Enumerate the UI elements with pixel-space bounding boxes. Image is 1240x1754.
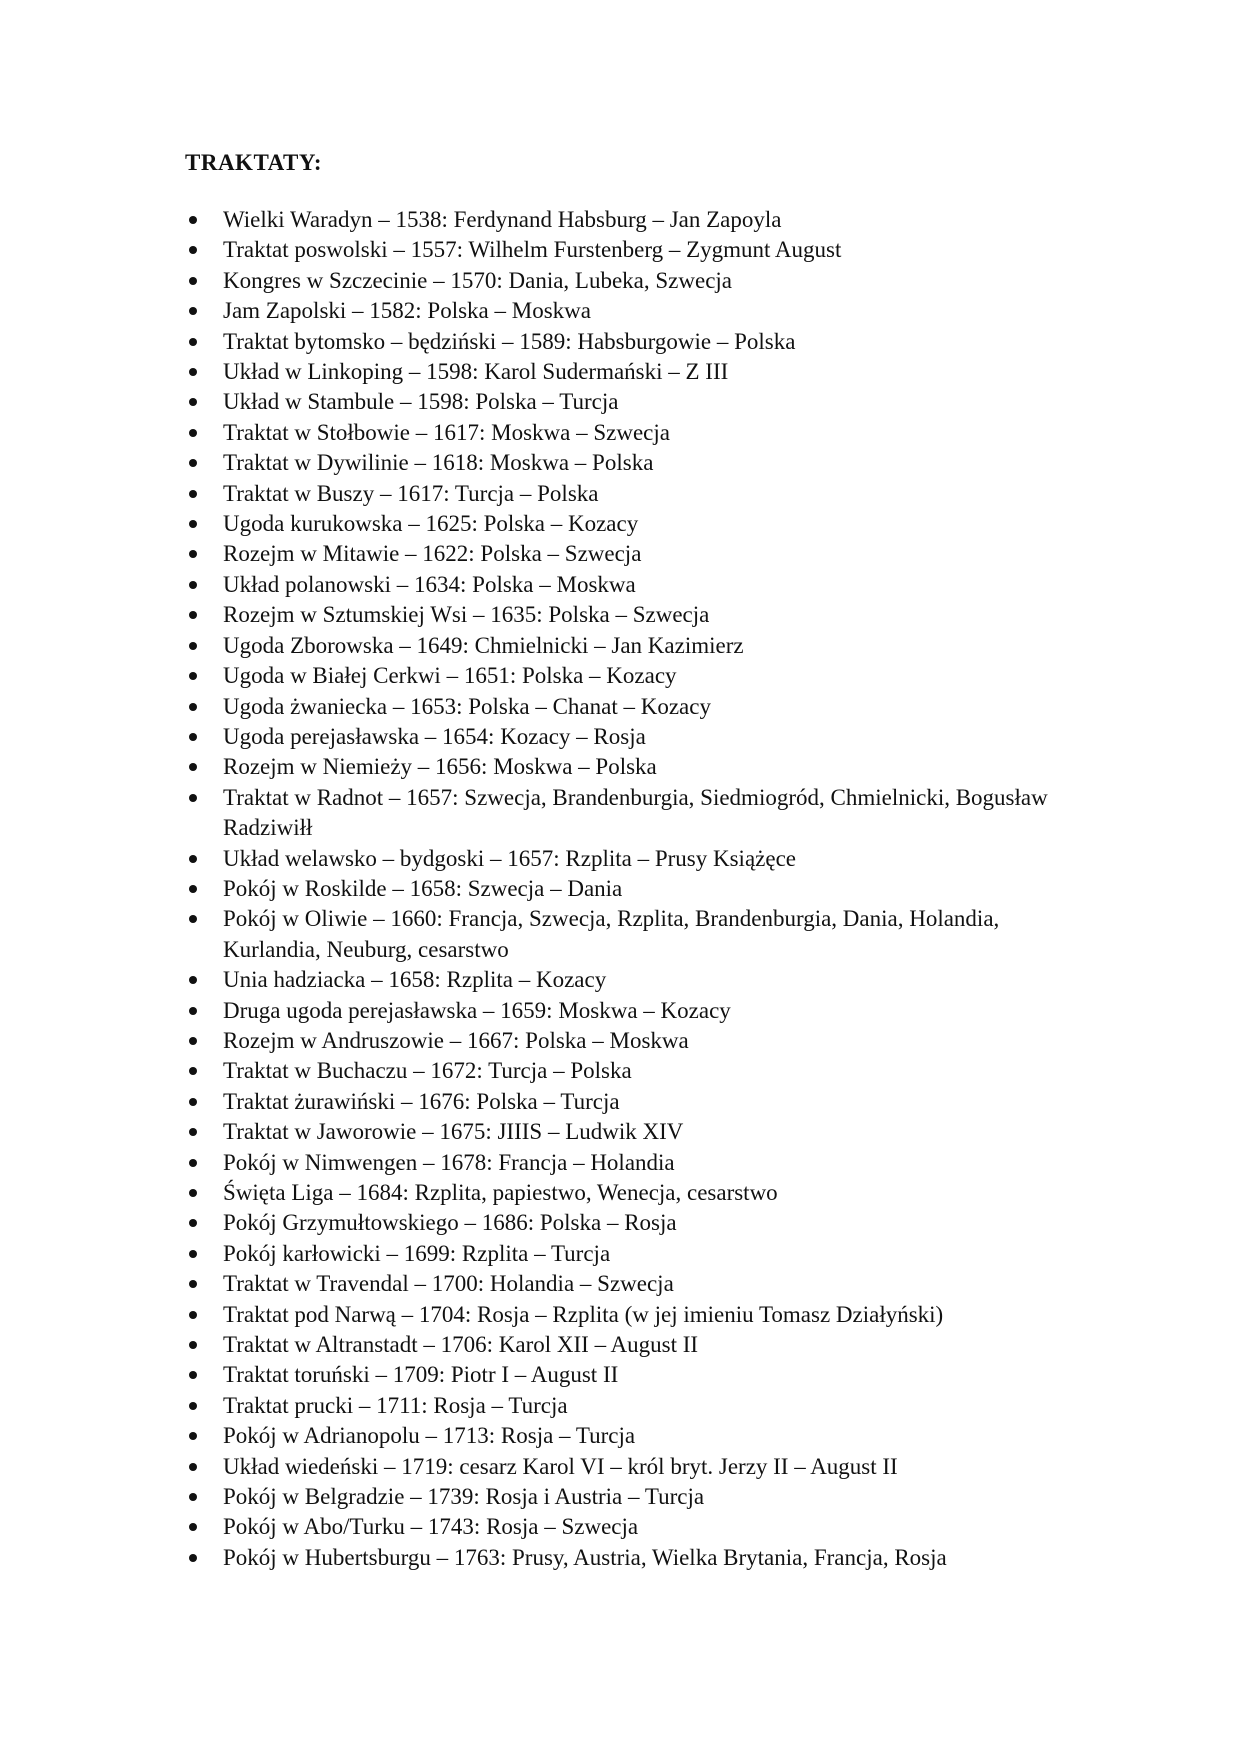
list-item-text: Pokój Grzymułtowskiego – 1686: Polska – Rosja <box>223 1210 677 1236</box>
list-item <box>185 661 1085 691</box>
list-item-text: Traktat prucki – 1711: Rosja – Turcja <box>223 1392 568 1418</box>
bullet-icon <box>189 1371 197 1379</box>
bullet-icon <box>189 368 197 376</box>
bullet-icon <box>189 550 197 558</box>
list-item <box>185 235 1085 265</box>
bullet-icon <box>189 763 197 771</box>
bullet-icon <box>189 976 197 984</box>
list-item <box>185 570 1085 600</box>
list-item <box>185 1117 1085 1147</box>
bullet-icon <box>189 1189 197 1197</box>
list-item-text: Pokój w Abo/Turku – 1743: Rosja – Szwecja <box>223 1514 639 1540</box>
list-item <box>185 844 1085 874</box>
list-item <box>185 1543 1085 1573</box>
list-item-text: Traktat w Buchaczu – 1672: Turcja – Polska <box>223 1058 632 1084</box>
list-item-text: Pokój w Hubertsburgu – 1763: Prusy, Austria, Wielka Brytania, Francja, Rosja <box>223 1544 947 1570</box>
bullet-icon <box>189 277 197 285</box>
bullet-icon <box>189 490 197 498</box>
list-item <box>185 205 1085 235</box>
bullet-icon <box>189 672 197 680</box>
list-item-text: Traktat w Travendal – 1700: Holandia – Szwecja <box>223 1271 674 1297</box>
bullet-icon <box>189 855 197 863</box>
list-item-text: Traktat bytomsko – będziński – 1589: Habsburgowie – Polska <box>223 328 796 354</box>
list-item <box>185 448 1085 478</box>
bullet-icon <box>189 885 197 893</box>
bullet-icon <box>189 703 197 711</box>
bullet-icon <box>189 1159 197 1167</box>
bullet-icon <box>189 307 197 315</box>
list-item-text: Rozejm w Mitawie – 1622: Polska – Szwecja <box>223 541 642 567</box>
treaty-list <box>185 205 1085 1573</box>
bullet-icon <box>189 1463 197 1471</box>
list-item-text: Układ polanowski – 1634: Polska – Moskwa <box>223 571 636 597</box>
list-item-text: Jam Zapolski – 1582: Polska – Moskwa <box>223 298 591 324</box>
list-item-text: Traktat w Dywilinie – 1618: Moskwa – Polska <box>223 450 654 476</box>
bullet-icon <box>189 1219 197 1227</box>
list-item-text: Układ w Stambule – 1598: Polska – Turcja <box>223 389 619 415</box>
list-item <box>185 1512 1085 1542</box>
list-item-text: Pokój w Adrianopolu – 1713: Rosja – Turcja <box>223 1423 636 1449</box>
bullet-icon <box>189 1098 197 1106</box>
list-item-text: Układ welawsko – bydgoski – 1657: Rzplita – Prusy Książęce <box>223 845 796 871</box>
bullet-icon <box>189 1128 197 1136</box>
list-item <box>185 1452 1085 1482</box>
list-item <box>185 1178 1085 1208</box>
list-item-text: Druga ugoda perejasławska – 1659: Moskwa – Kozacy <box>223 997 731 1023</box>
list-item <box>185 904 1085 965</box>
document-title: TRAKTATY: <box>185 150 322 175</box>
bullet-icon <box>189 1554 197 1562</box>
list-item <box>185 692 1085 722</box>
bullet-icon <box>189 338 197 346</box>
list-item <box>185 874 1085 904</box>
list-item-text: Traktat w Stołbowie – 1617: Moskwa – Szwecja <box>223 419 670 445</box>
list-item-text: Traktat żurawiński – 1676: Polska – Turcja <box>223 1088 620 1114</box>
list-item <box>185 965 1085 995</box>
bullet-icon <box>189 915 197 923</box>
bullet-icon <box>189 520 197 528</box>
list-item <box>185 1056 1085 1086</box>
list-item <box>185 1148 1085 1178</box>
bullet-icon <box>189 611 197 619</box>
list-item-text: Pokój w Oliwie – 1660: Francja, Szwecja, Rzplita, Brandenburgia, Dania, Holandia, Kurlandia, Neuburg, cesarstwo <box>223 906 1000 962</box>
list-item-text: Traktat w Jaworowie – 1675: JIIIS – Ludwik XIV <box>223 1119 684 1145</box>
bullet-icon <box>189 1493 197 1501</box>
list-item-text: Ugoda kurukowska – 1625: Polska – Kozacy <box>223 511 639 537</box>
list-item <box>185 1421 1085 1451</box>
list-item-text: Rozejm w Andruszowie – 1667: Polska – Moskwa <box>223 1027 689 1053</box>
list-item <box>185 1269 1085 1299</box>
list-item <box>185 783 1085 844</box>
list-item <box>185 1239 1085 1269</box>
list-item <box>185 1026 1085 1056</box>
list-item-text: Kongres w Szczecinie – 1570: Dania, Lubeka, Szwecja <box>223 267 733 293</box>
list-item <box>185 1300 1085 1330</box>
bullet-icon <box>189 1007 197 1015</box>
list-item-text: Traktat poswolski – 1557: Wilhelm Furstenberg – Zygmunt August <box>223 237 842 263</box>
list-item-text: Układ wiedeński – 1719: cesarz Karol VI – król bryt. Jerzy II – August II <box>223 1453 898 1479</box>
list-item <box>185 327 1085 357</box>
list-item-text: Traktat pod Narwą – 1704: Rosja – Rzplita (w jej imieniu Tomasz Działyński) <box>223 1301 944 1327</box>
list-item-text: Pokój w Belgradzie – 1739: Rosja i Austria – Turcja <box>223 1484 705 1510</box>
list-item-text: Traktat w Buszy – 1617: Turcja – Polska <box>223 480 599 506</box>
bullet-icon <box>189 1250 197 1258</box>
list-item <box>185 600 1085 630</box>
list-item-text: Ugoda perejasławska – 1654: Kozacy – Rosja <box>223 723 646 749</box>
list-item-text: Pokój w Roskilde – 1658: Szwecja – Dania <box>223 875 623 901</box>
bullet-icon <box>189 1402 197 1410</box>
bullet-icon <box>189 1432 197 1440</box>
bullet-icon <box>189 429 197 437</box>
list-item <box>185 1391 1085 1421</box>
bullet-icon <box>189 794 197 802</box>
list-item-text: Układ w Linkoping – 1598: Karol Sudermański – Z III <box>223 359 729 385</box>
list-item <box>185 1208 1085 1238</box>
bullet-icon <box>189 1280 197 1288</box>
list-item <box>185 357 1085 387</box>
list-item-text: Pokój karłowicki – 1699: Rzplita – Turcja <box>223 1240 611 1266</box>
list-item-text: Traktat w Radnot – 1657: Szwecja, Brandenburgia, Siedmiogród, Chmielnicki, Bogusław Radziwiłł <box>223 784 1048 841</box>
list-item-text: Rozejm w Niemieży – 1656: Moskwa – Polska <box>223 754 657 780</box>
list-item <box>185 752 1085 782</box>
list-item <box>185 1330 1085 1360</box>
list-item <box>185 1482 1085 1512</box>
list-item-text: Unia hadziacka – 1658: Rzplita – Kozacy <box>223 967 607 993</box>
list-item <box>185 387 1085 417</box>
list-item-text: Święta Liga – 1684: Rzplita, papiestwo, Wenecja, cesarstwo <box>223 1180 778 1205</box>
bullet-icon <box>189 1311 197 1319</box>
list-item <box>185 722 1085 752</box>
bullet-icon <box>189 1067 197 1075</box>
list-item <box>185 1087 1085 1117</box>
list-item-text: Ugoda w Białej Cerkwi – 1651: Polska – Kozacy <box>223 663 677 689</box>
list-item-text: Rozejm w Sztumskiej Wsi – 1635: Polska – Szwecja <box>223 602 710 628</box>
bullet-icon <box>189 1523 197 1531</box>
bullet-icon <box>189 1341 197 1349</box>
list-item-text: Ugoda Zborowska – 1649: Chmielnicki – Jan Kazimierz <box>223 632 744 658</box>
list-item <box>185 539 1085 569</box>
bullet-icon <box>189 398 197 406</box>
list-item <box>185 479 1085 509</box>
list-item-text: Ugoda żwaniecka – 1653: Polska – Chanat – Kozacy <box>223 693 711 719</box>
bullet-icon <box>189 246 197 254</box>
list-item <box>185 418 1085 448</box>
bullet-icon <box>189 642 197 650</box>
bullet-icon <box>189 581 197 589</box>
list-item <box>185 996 1085 1026</box>
bullet-icon <box>189 459 197 467</box>
bullet-icon <box>189 1037 197 1045</box>
list-item-text: Pokój w Nimwengen – 1678: Francja – Holandia <box>223 1149 675 1175</box>
list-item-text: Wielki Waradyn – 1538: Ferdynand Habsburg – Jan Zapoyla <box>223 207 782 232</box>
list-item <box>185 631 1085 661</box>
bullet-icon <box>189 733 197 741</box>
list-item-text: Traktat w Altranstadt – 1706: Karol XII – August II <box>223 1332 699 1358</box>
list-item-text: Traktat toruński – 1709: Piotr I – August II <box>223 1362 619 1388</box>
bullet-icon <box>189 216 197 224</box>
list-item <box>185 266 1085 296</box>
list-item <box>185 509 1085 539</box>
list-item <box>185 296 1085 326</box>
list-item <box>185 1360 1085 1390</box>
